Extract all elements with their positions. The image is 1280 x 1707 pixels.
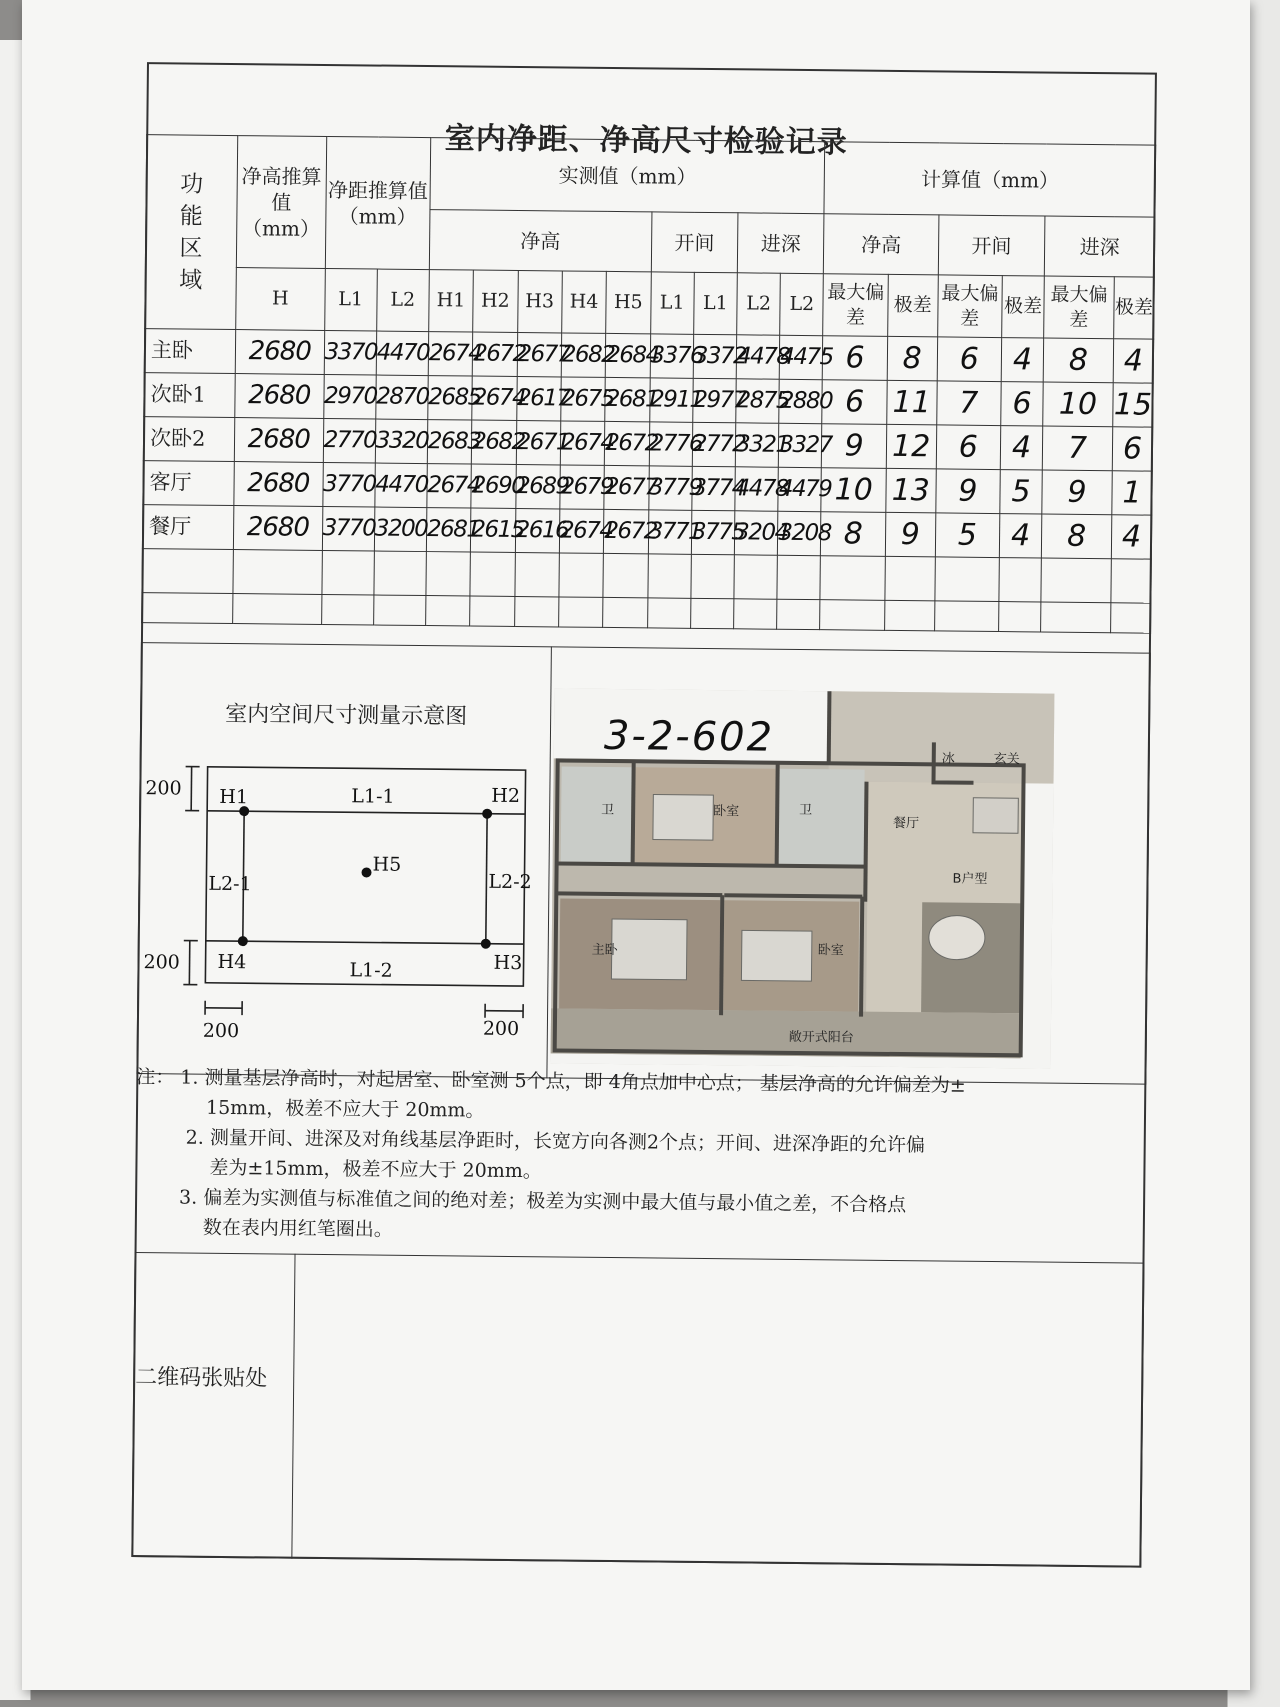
cell-bRange: 4: [999, 514, 1042, 558]
col-m-l1b: L1: [693, 272, 737, 334]
label-h2: H2: [491, 784, 521, 808]
cell-hRange: 12: [886, 424, 936, 469]
note-1: 1. 测量基层净高时，对起居室、卧室测 5个点，即 4角点加中心点； 基层净高的允许偏差为±: [180, 1066, 966, 1097]
col-m-l2a: L2: [737, 273, 781, 335]
cell-dDev: 8: [1041, 514, 1111, 559]
cell-hDev: 6: [823, 336, 888, 381]
cell-mL2a: 2875: [736, 379, 780, 423]
cell-H: 2680: [235, 330, 324, 375]
cell-mL1b: 2977: [693, 378, 737, 422]
cell-mL2b: 2880: [779, 379, 823, 423]
col-h4: H4: [562, 271, 607, 333]
cell-H3: 2617: [516, 376, 561, 420]
cell-H3: 2671: [516, 420, 561, 464]
col-l2: L2: [376, 269, 429, 332]
inspection-form: [121, 62, 1157, 1568]
cell-hDev: 8: [821, 512, 886, 557]
col-h-maxdev: 最大偏差: [823, 274, 888, 337]
note-3-cont: 数在表内用红笔圈出。: [202, 1216, 393, 1241]
point-h5: [361, 867, 371, 877]
cell-mL1a: 2911: [649, 378, 693, 422]
cell-bRange: 4: [1000, 426, 1043, 470]
cell-hRange: 11: [887, 380, 937, 425]
cell-mL2a: 3321: [735, 423, 779, 467]
cell-H2: 2674: [472, 376, 517, 420]
cell-H5: 2672: [605, 421, 650, 465]
cell-bRange: 5: [1000, 470, 1043, 514]
cell-H1: 2681: [426, 508, 471, 552]
area-cell: 次卧2: [143, 417, 234, 462]
diagram-title: 室内空间尺寸测量示意图: [225, 701, 468, 730]
col-m-l1a: L1: [650, 272, 694, 334]
l-est-header: 净距推算值（mm）: [325, 136, 431, 269]
area-cell: 客厅: [143, 461, 234, 506]
unit-number: 3-2-602: [603, 712, 775, 761]
cell-mL1a: 2776: [649, 422, 693, 466]
form-title: 室内净距、净高尺寸检验记录: [444, 121, 848, 161]
cell-H: 2680: [235, 374, 324, 419]
cell-mL1b: 3775: [691, 510, 735, 554]
room-bath-1: 卫: [601, 802, 615, 819]
record-table: [141, 134, 1156, 634]
cell-H2: 2615: [471, 508, 516, 552]
cell-hRange: 8: [887, 336, 937, 381]
cell-dDev: 9: [1042, 470, 1112, 515]
cell-H5: 2672: [604, 509, 649, 553]
cell-H2: 2672: [472, 332, 517, 376]
measured-net-height: 净高: [429, 210, 651, 272]
cell-H: 2680: [233, 506, 322, 551]
cell-dRange: 1: [1112, 471, 1153, 515]
cell-dDev: 10: [1043, 382, 1113, 427]
label-h4: H4: [217, 950, 247, 974]
diagram-line-top: [207, 811, 525, 814]
cell-dRange: 15: [1113, 383, 1154, 427]
area-cell: 主卧: [144, 329, 235, 374]
room-dining: 餐厅: [892, 815, 920, 832]
label-l22: L2-2: [488, 870, 532, 894]
cell-H4: 2675: [561, 377, 606, 421]
cell-H1: 2683: [427, 420, 472, 464]
cell-H1: 2674: [428, 332, 473, 376]
cell-H5: 2681: [605, 377, 650, 421]
h-est-header: 净高推算值（mm）: [236, 136, 326, 269]
cell-mL2a: 4478: [736, 335, 780, 379]
cell-L2: 3320: [375, 419, 428, 464]
dim-200-bottom: 200: [143, 951, 180, 974]
col-h: H: [236, 268, 325, 331]
room-balcony: 敞开式阳台: [788, 1029, 854, 1046]
cell-dRange: 6: [1112, 427, 1153, 471]
point-h2: [482, 809, 492, 819]
cell-mL1b: 3372: [693, 334, 737, 378]
cell-dDev: 7: [1042, 426, 1112, 471]
cell-L2: 4470: [375, 463, 428, 508]
cell-dRange: 4: [1113, 339, 1154, 383]
calc-bay: 开间: [938, 215, 1045, 276]
cell-bRange: 4: [1001, 338, 1044, 382]
label-h3: H3: [493, 951, 523, 975]
calculated-header: 计算值（mm）: [824, 142, 1155, 217]
label-h5: H5: [372, 853, 402, 876]
cell-mL2b: 3208: [778, 511, 822, 555]
cell-L2: 4470: [376, 331, 429, 376]
room-bedroom-bottom: 卧室: [817, 943, 844, 959]
col-h2: H2: [473, 270, 518, 332]
qr-frame: [131, 1252, 1144, 1568]
cell-L1: 2770: [323, 418, 376, 463]
cell-bDev: 5: [935, 513, 1000, 558]
cell-hDev: 6: [822, 380, 887, 425]
cell-dRange: 4: [1111, 515, 1152, 559]
col-d-maxdev: 最大偏差: [1044, 276, 1114, 339]
calc-depth: 进深: [1044, 216, 1155, 277]
cell-bDev: 6: [937, 337, 1002, 382]
cell-hDev: 10: [821, 468, 886, 513]
measured-bay: 开间: [651, 212, 738, 273]
label-l21: L2-1: [208, 872, 252, 896]
note-3: 3. 偏差为实测值与标准值之间的绝对差；极差为实测中最大值与最小值之差，不合格点: [178, 1186, 907, 1217]
lower-section: [136, 642, 1150, 1083]
col-h-range: 极差: [887, 274, 938, 337]
cell-L1: 3770: [322, 506, 375, 551]
dim-200-bl: 200: [202, 1019, 240, 1043]
room-type: B户型: [952, 871, 988, 887]
qr-label: 二维码张贴处: [135, 1365, 268, 1392]
cell-H2: 2682: [471, 420, 516, 464]
cell-H3: 2616: [515, 508, 560, 552]
cell-mL2a: 4478: [735, 467, 779, 511]
cell-H4: 2674: [559, 509, 604, 553]
calc-net-height: 净高: [824, 214, 939, 275]
label-l12: L1-2: [349, 959, 393, 982]
cell-bRange: 6: [1001, 382, 1044, 426]
note-1-cont: 15mm，极差不应大于 20mm。: [205, 1096, 485, 1122]
paper-sheet: [22, 0, 1250, 1690]
label-h1: H1: [219, 785, 249, 809]
cell-H5: 2684: [605, 333, 650, 377]
room-bath-2: 卫: [799, 802, 813, 819]
cell-hRange: 13: [886, 468, 936, 513]
cell-mL2a: 3204: [734, 511, 778, 555]
col-h1: H1: [429, 270, 474, 332]
room-master: 主卧: [591, 942, 618, 959]
cell-mL2b: 3327: [779, 423, 823, 467]
dim-200-br: 200: [482, 1017, 520, 1041]
col-m-l2b: L2: [780, 273, 824, 335]
col-h5: H5: [606, 271, 651, 333]
cell-mL1a: 3771: [648, 510, 692, 554]
cell-dDev: 8: [1043, 338, 1113, 383]
diagram-line-bottom: [206, 941, 524, 944]
label-l11: L1-1: [351, 785, 395, 808]
cell-mL1a: 3376: [650, 334, 694, 378]
room-bedroom-top: 卧室: [713, 804, 740, 820]
cell-H1: 2685: [428, 376, 473, 420]
cell-H4: 2674: [560, 421, 605, 465]
cell-L1: 3370: [324, 330, 377, 375]
cell-H1: 2674: [427, 464, 472, 508]
cell-L1: 3770: [322, 462, 375, 507]
cell-L1: 2970: [323, 374, 376, 419]
cell-mL2b: 4479: [778, 467, 822, 511]
point-h3: [481, 939, 491, 949]
cell-L2: 2870: [375, 375, 428, 420]
measurement-diagram: [137, 722, 550, 1046]
cell-H4: 2679: [560, 465, 605, 509]
diagram-line-right: [486, 814, 487, 944]
cell-mL1a: 3779: [648, 466, 692, 510]
note-2-cont: 差为±15mm，极差不应大于 20mm。: [209, 1156, 542, 1183]
cell-bDev: 6: [936, 425, 1001, 470]
notes-label: 注：: [136, 1066, 175, 1089]
col-d-range: 极差: [1114, 277, 1155, 339]
cell-H4: 2682: [561, 333, 606, 377]
note-2: 2. 测量开间、进深及对角线基层净距时，长宽方向各测2个点；开间、进深净距的允许偏: [185, 1126, 926, 1157]
cell-mL1b: 3774: [692, 466, 736, 510]
cell-hRange: 9: [885, 512, 935, 557]
area-cell: 餐厅: [142, 505, 233, 550]
cell-bDev: 9: [935, 469, 1000, 514]
room-fridge: 冰: [941, 751, 955, 767]
cell-H3: 2689: [515, 464, 560, 508]
cell-hDev: 9: [822, 424, 887, 469]
measured-header: 实测值（mm）: [430, 138, 825, 214]
col-l1: L1: [324, 268, 377, 331]
cell-bDev: 7: [936, 381, 1001, 426]
cell-H5: 2677: [604, 465, 649, 509]
cell-H2: 2690: [471, 464, 516, 508]
cell-mL1b: 2772: [692, 422, 736, 466]
cell-H: 2680: [234, 418, 323, 463]
measured-depth: 进深: [737, 213, 824, 274]
dim-200-top: 200: [145, 777, 182, 800]
cell-L2: 3200: [374, 507, 427, 552]
cell-mL2b: 4475: [779, 335, 823, 379]
col-b-range: 极差: [1002, 276, 1045, 338]
point-h4: [238, 936, 248, 946]
area-header: 功 能 区 域: [145, 135, 238, 330]
area-cell: 次卧1: [144, 373, 235, 418]
col-h3: H3: [517, 270, 562, 332]
cell-H: 2680: [234, 462, 323, 507]
room-entry: 玄关: [993, 752, 1020, 768]
floor-plan-image: [551, 688, 1055, 1068]
col-b-maxdev: 最大偏差: [937, 275, 1002, 338]
cell-H3: 2677: [517, 332, 562, 376]
